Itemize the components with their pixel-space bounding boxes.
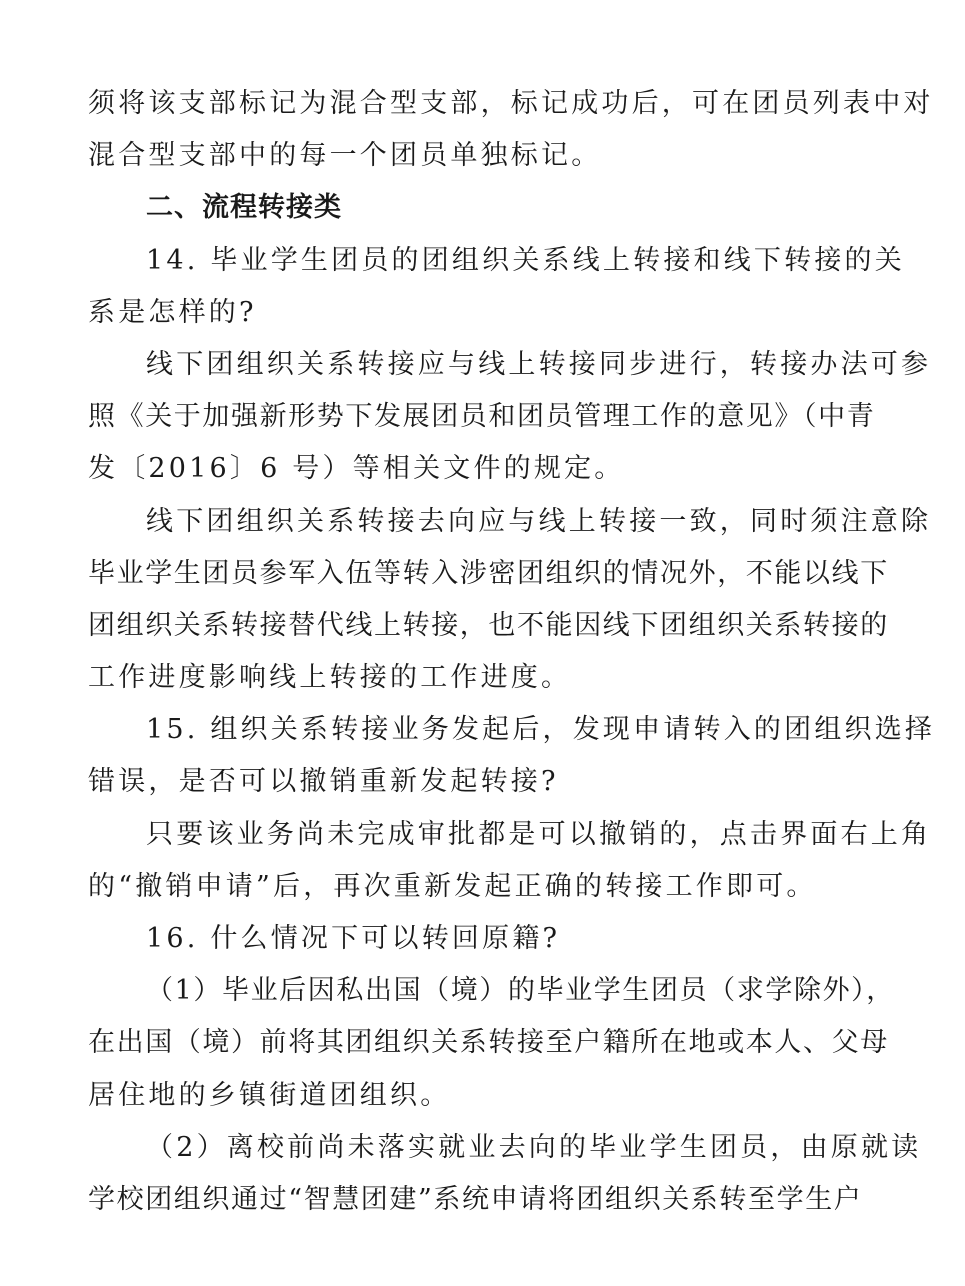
document-page [88,78,936,1226]
text-line: 团组织关系转接替代线上转接，也不能因线下团组织关系转接的 [88,609,889,641]
text-line: 线下团组织关系转接去向应与线上转接一致，同时须注意除 [146,505,932,537]
text-line: 混合型支部中的每一个团员单独标记。 [88,140,602,172]
text-line: 发〔2016〕6 号）等相关文件的规定。 [88,453,625,485]
question-14: 14. 毕业学生团员的团组织关系线上转接和线下转接的关 [146,244,905,276]
text-line: 的“撤销申请”后，再次重新发起正确的转接工作即可。 [88,870,817,902]
question-15: 15. 组织关系转接业务发起后，发现申请转入的团组织选择 [146,714,936,746]
question-14-continuation: 系是怎样的? [88,296,257,328]
text-line: 在出国（境）前将其团组织关系转接至户籍所在地或本人、父母 [88,1027,889,1059]
text-line: 居住地的乡镇街道团组织。 [88,1079,451,1111]
text-line: 照《关于加强新形势下发展团员和团员管理工作的意见》（中青 [88,401,876,433]
question-15-continuation: 错误，是否可以撤销重新发起转接? [88,766,559,798]
text-line: （2）离校前尚未落实就业去向的毕业学生团员，由原就读 [146,1131,922,1163]
text-line: （1）毕业后因私出国（境）的毕业学生团员（求学除外）， [146,975,895,1007]
text-line: 只要该业务尚未完成审批都是可以撤销的，点击界面右上角 [146,818,932,850]
text-line: 毕业学生团员参军入伍等转入涉密团组织的情况外，不能以线下 [88,557,889,589]
text-line: 线下团组织关系转接应与线上转接同步进行，转接办法可参 [146,348,932,380]
text-line: 工作进度影响线上转接的工作进度。 [88,662,572,694]
section-heading: 二、流程转接类 [146,192,342,224]
question-16: 16. 什么情况下可以转回原籍? [146,923,561,954]
text-line: 学校团组织通过“智慧团建”系统申请将团组织关系转至学生户 [88,1183,863,1215]
text-line: 须将该支部标记为混合型支部，标记成功后，可在团员列表中对 [88,88,934,119]
